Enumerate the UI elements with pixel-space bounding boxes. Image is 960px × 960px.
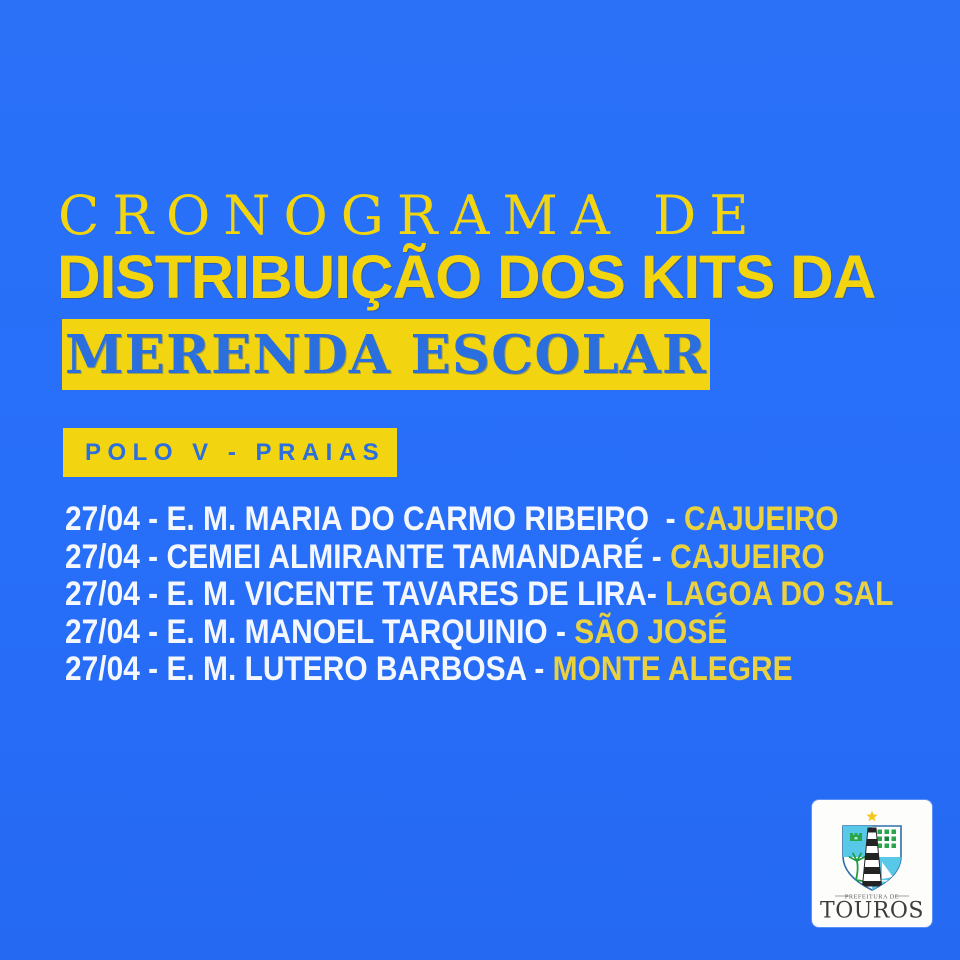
poster-title-line1: CRONOGRAMA DE (58, 184, 762, 247)
schedule-item-location: MONTE ALEGRE (552, 650, 793, 688)
section-banner-label: POLO V - PRAIAS (85, 438, 386, 466)
schedule-item (65, 576, 893, 614)
schedule-list (65, 501, 893, 689)
dot-grid-icon (878, 830, 897, 849)
schedule-item-text: 27/04 - E. M. LUTERO BARBOSA - (65, 650, 553, 688)
title-banner-label: MERENDA ESCOLAR (65, 323, 707, 386)
section-banner (63, 428, 397, 477)
poster-title-line2: DISTRIBUIÇÃO DOS KITS DA (57, 243, 876, 311)
fort-icon (850, 833, 862, 841)
logo-title: TOUROS (820, 898, 924, 924)
schedule-item-location: CAJUEIRO (670, 537, 825, 576)
title-banner (62, 319, 710, 390)
logo-subtitle: PREFEITURA DE (844, 893, 900, 901)
schedule-item-location: CAJUEIRO (683, 500, 839, 538)
schedule-item-text: 27/04 - E. M. MARIA DO CARMO RIBEIRO - (65, 500, 684, 538)
prefeitura-touros-logo (812, 800, 932, 927)
schedule-item-text: 27/04 - CEMEI ALMIRANTE TAMANDARÉ - (65, 537, 671, 576)
schedule-item (65, 501, 893, 539)
schedule-item (65, 614, 893, 652)
schedule-item-text: 27/04 - E. M. MANOEL TARQUINIO - (65, 612, 575, 651)
schedule-item-text: 27/04 - E. M. VICENTE TAVARES DE LIRA- (65, 575, 666, 613)
schedule-item (65, 539, 893, 577)
schedule-item-location: SÃO JOSÉ (574, 612, 728, 651)
schedule-item-location: LAGOA DO SAL (665, 575, 894, 613)
star-icon (866, 811, 877, 822)
schedule-item (65, 651, 893, 689)
municipal-crest-icon (812, 800, 932, 927)
